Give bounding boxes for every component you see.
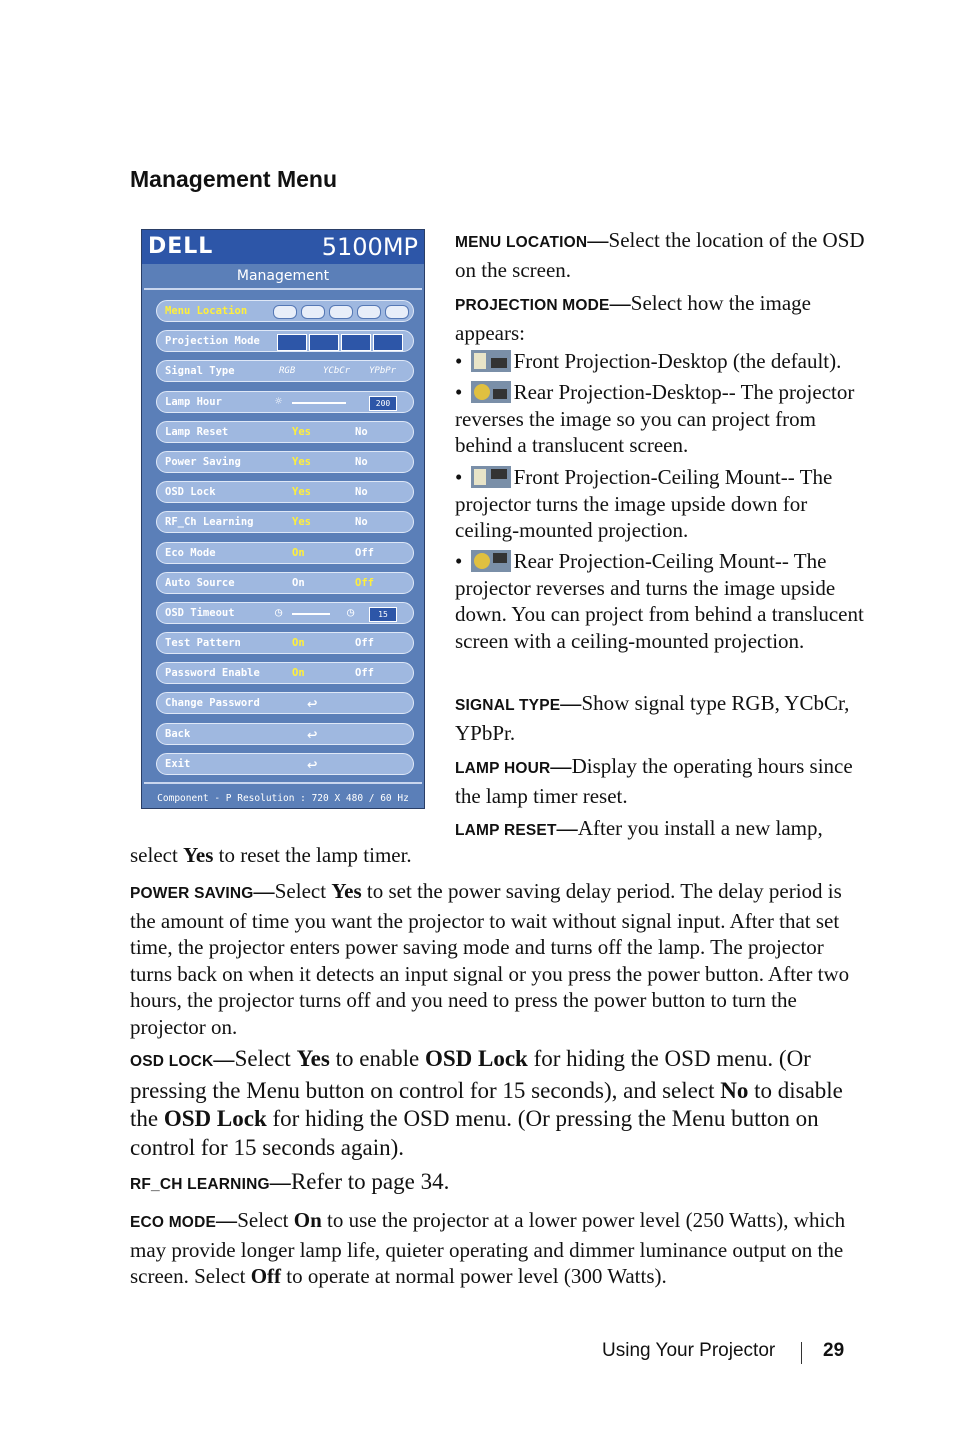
term-lamp-reset: LAMP RESET— <box>455 816 578 840</box>
osd-row-label: Password Enable <box>165 667 260 680</box>
rear-ceiling-projection-icon <box>471 550 511 572</box>
osd-row-label: Projection Mode <box>165 335 260 348</box>
osd-row-label: Change Password <box>165 697 260 710</box>
term-eco-mode: ECO MODE— <box>130 1208 238 1232</box>
osd-row-label: Menu Location <box>165 305 248 317</box>
lamp-hour-description: LAMP HOUR—Display the operating hours since the lamp timer reset. <box>455 754 853 808</box>
dell-logo: DELL <box>148 234 214 259</box>
osd-row-eco-mode <box>156 542 414 564</box>
bullet-front-desktop: • Front Projection-Desktop (the default). <box>455 349 842 373</box>
rear-desktop-projection-icon <box>471 381 511 403</box>
projection-mode-icon <box>341 334 371 351</box>
osd-status-line: Component - P Resolution : 720 X 480 / 60 Hz <box>157 793 409 804</box>
osd-row-lamp-reset <box>156 421 414 443</box>
bullet-rear-desktop: • Rear Projection-Desktop-- The projector reverses the image so you can project from behind a translucent screen. <box>455 380 855 458</box>
osd-row-osd-timeout <box>156 602 414 624</box>
eco-mode-description: ECO MODE—Select On to use the projector at a lower power level (250 Watts), which may provide longer lamp life, quieter operating and dimmer luminance output on the screen. Select Off to operate at normal power level (300 Watts). <box>130 1208 846 1289</box>
osd-row-label: Signal Type <box>165 365 235 378</box>
osd-row-label: Lamp Reset <box>165 425 229 438</box>
osd-row-change-password <box>156 692 414 714</box>
position-icon <box>357 305 381 319</box>
osd-timeout-value: 15 <box>369 607 397 622</box>
osd-row-auto-source <box>156 572 414 594</box>
osd-option-no: No <box>355 455 368 468</box>
rf-ch-learning-description: RF_CH LEARNING—Refer to page 34. <box>130 1169 450 1194</box>
osd-option-on: On <box>292 667 305 680</box>
term-osd-lock: OSD LOCK— <box>130 1047 235 1071</box>
osd-lock-description: OSD LOCK—Select Yes to enable OSD Lock for hiding the OSD menu. (Or pressing the Menu button on control for 15 seconds), and select No to disable the OSD Lock for hiding the OSD menu. (Or pressing the Menu button on control for 15 seconds again). <box>130 1046 843 1160</box>
enter-arrow-icon: ↩ <box>307 724 318 745</box>
term-signal-type: SIGNAL TYPE— <box>455 691 582 715</box>
signal-ypbpr: YPbPr <box>369 366 397 377</box>
term-rf-ch-learning: RF_CH LEARNING— <box>130 1170 291 1194</box>
osd-option-yes: Yes <box>292 455 311 468</box>
osd-option-off: Off <box>355 637 374 650</box>
osd-row-test-pattern <box>156 632 414 654</box>
osd-row-label: Test Pattern <box>165 637 241 650</box>
projection-mode-icon <box>309 334 339 351</box>
front-ceiling-projection-icon <box>471 466 511 488</box>
osd-header-bar <box>142 230 424 264</box>
osd-row-power-saving <box>156 451 414 473</box>
osd-row-projection-mode <box>156 330 414 352</box>
front-desktop-projection-icon <box>471 350 511 372</box>
footer-section-title: Using Your Projector <box>602 1340 776 1361</box>
position-icon <box>301 305 325 319</box>
osd-row-back <box>156 723 414 745</box>
osd-divider <box>144 288 422 290</box>
osd-row-label: OSD Lock <box>165 486 216 499</box>
osd-management-menu-image <box>141 229 425 809</box>
projection-mode-icon <box>373 334 403 351</box>
position-icon <box>273 305 297 319</box>
menu-location-description: MENU LOCATION—Select the location of the OSD on the screen. <box>455 228 865 282</box>
lamp-hour-bar <box>292 402 346 404</box>
page-number: 29 <box>823 1340 845 1361</box>
osd-menu-list <box>156 300 414 783</box>
signal-rgb: RGB <box>279 366 296 377</box>
lamp-icon: ☼ <box>275 393 283 408</box>
timeout-bar <box>292 613 330 615</box>
osd-model: 5100MP <box>321 233 418 261</box>
page-title: Management Menu <box>130 166 338 192</box>
osd-row-label: Eco Mode <box>165 546 216 559</box>
enter-arrow-icon: ↩ <box>307 754 318 775</box>
osd-option-yes: Yes <box>292 486 311 499</box>
lamp-reset-description-line1: LAMP RESET—After you install a new lamp, <box>455 816 823 840</box>
bullet-rear-ceiling: • Rear Projection-Ceiling Mount-- The projector reverses and turns the image upside down. You can project from behind a translucent screen with a ceiling-mounted projection. <box>455 549 864 653</box>
osd-row-label: Exit <box>165 757 191 770</box>
osd-option-no: No <box>355 425 368 438</box>
osd-row-label: Auto Source <box>165 576 235 589</box>
osd-row-lamp-hour <box>156 391 414 413</box>
position-icon <box>385 305 409 319</box>
osd-option-on: On <box>292 637 305 650</box>
osd-option-on: On <box>292 576 305 589</box>
position-icon <box>329 305 353 319</box>
bullet-front-ceiling: • Front Projection-Ceiling Mount-- The projector turns the image upside down for ceiling-mounted projection. <box>455 465 833 543</box>
osd-status-divider <box>144 782 422 784</box>
osd-row-exit <box>156 753 414 775</box>
term-power-saving: POWER SAVING— <box>130 879 275 903</box>
osd-option-no: No <box>355 486 368 499</box>
osd-row-label: Lamp Hour <box>165 395 222 408</box>
osd-option-off: Off <box>355 667 374 680</box>
lamp-reset-description-line2: select Yes to reset the lamp timer. <box>130 843 412 867</box>
lamp-hour-value: 200 <box>369 396 397 411</box>
osd-row-label: OSD Timeout <box>165 606 235 619</box>
osd-row-osd-lock <box>156 481 414 503</box>
projection-mode-icon <box>277 334 307 351</box>
osd-row-menu-location <box>156 300 414 322</box>
osd-option-yes: Yes <box>292 425 311 438</box>
osd-option-yes: Yes <box>292 516 311 529</box>
osd-row-rf-ch-learning <box>156 511 414 533</box>
timer-icon: ◷ <box>275 604 283 619</box>
power-saving-description: POWER SAVING—Select Yes to set the power saving delay period. The delay period is the amount of time you want the projector to wait without signal input. After that set time, the projector enters power saving mode and turns off the lamp. The projector turns back on when it detects an input signal or you press the power button. After two hours, the projector turns off and you need to press the power button to turn the projector on. <box>130 879 850 1039</box>
osd-title: Management <box>236 268 330 284</box>
term-projection-mode: PROJECTION MODE— <box>455 291 631 315</box>
osd-option-off: Off <box>355 546 374 559</box>
footer-separator <box>801 1342 802 1364</box>
osd-row-label: Back <box>165 727 191 740</box>
osd-row-label: RF_Ch Learning <box>165 516 254 529</box>
osd-row-label: Power Saving <box>165 455 241 468</box>
osd-row-password-enable <box>156 662 414 684</box>
signal-type-description: SIGNAL TYPE—Show signal type RGB, YCbCr, YPbPr. <box>455 691 850 745</box>
term-menu-location: MENU LOCATION— <box>455 228 609 252</box>
osd-option-off: Off <box>355 576 374 589</box>
signal-ycbcr: YCbCr <box>323 366 351 377</box>
enter-arrow-icon: ↩ <box>307 694 318 715</box>
timer-icon: ◷ <box>347 604 355 619</box>
term-lamp-hour: LAMP HOUR— <box>455 754 572 778</box>
osd-option-no: No <box>355 516 368 529</box>
osd-row-signal-type <box>156 360 414 382</box>
osd-option-on: On <box>292 546 305 559</box>
projection-mode-description: PROJECTION MODE—Select how the image appears: <box>455 291 811 345</box>
